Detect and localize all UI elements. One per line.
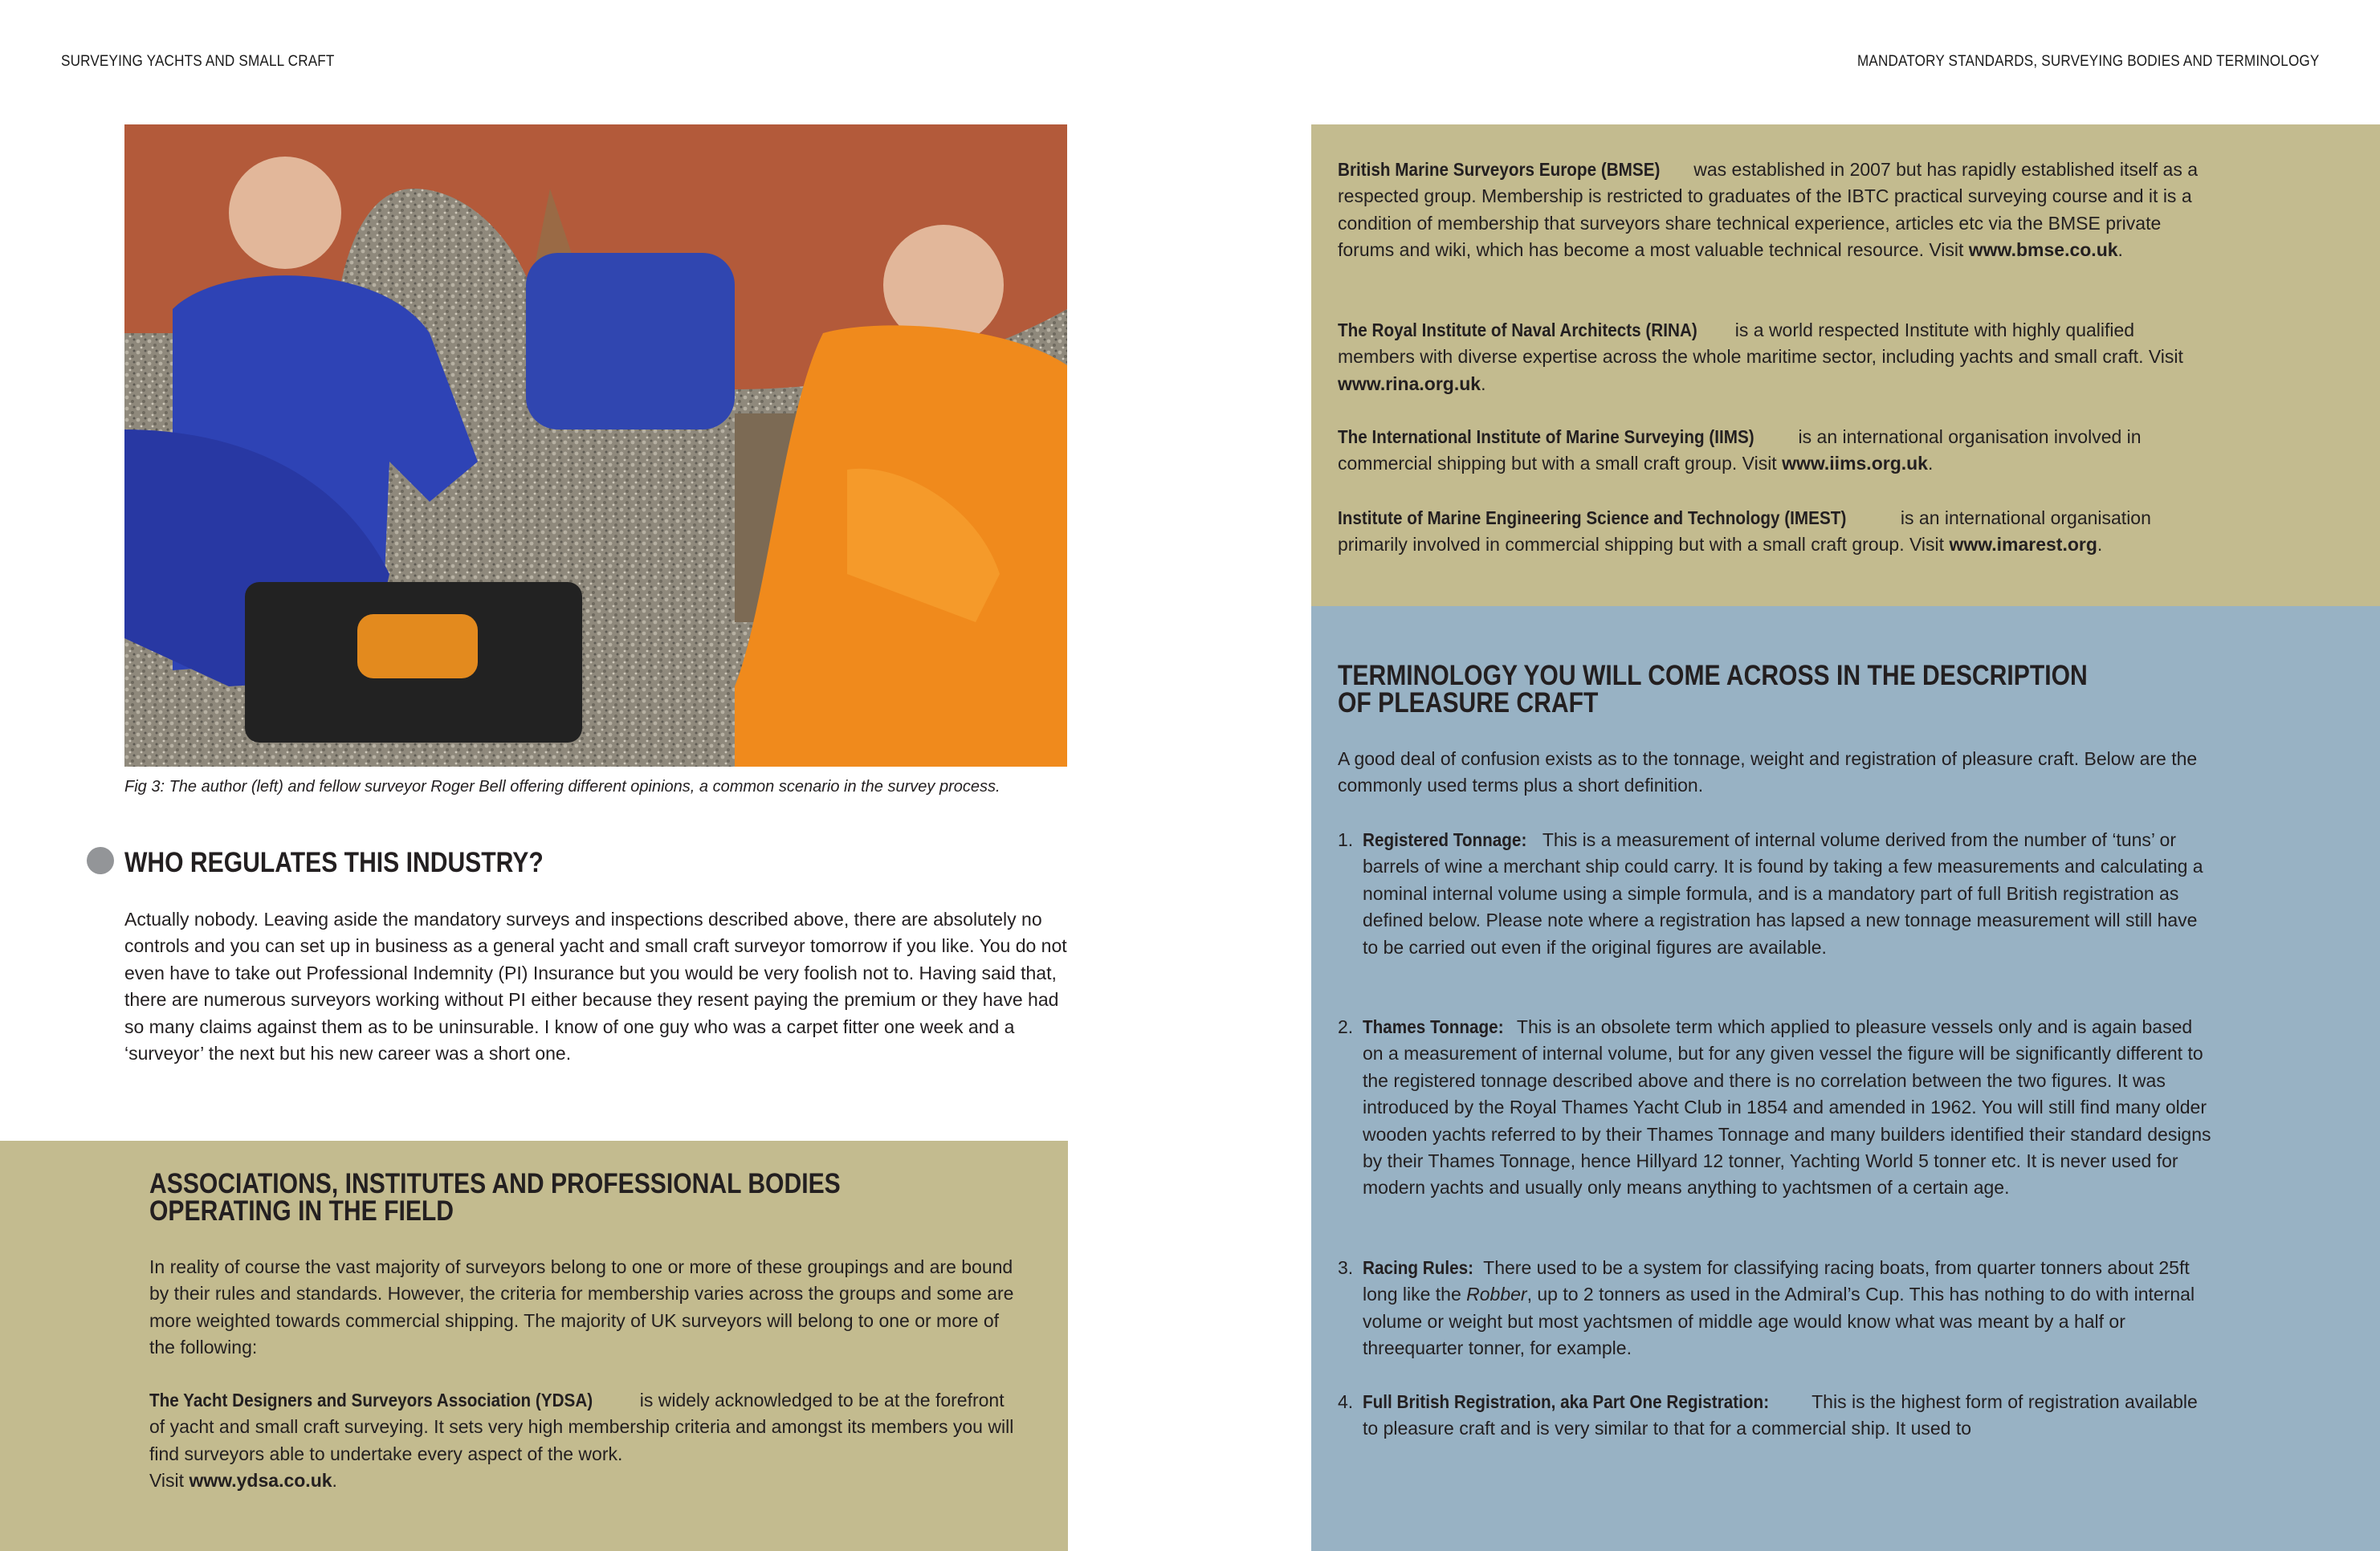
term-definition: This is the highest form of registration available to pleasure craft and is very similar to that for a commercial ship. It used to: [1363, 1391, 2198, 1439]
section-heading-regulates: WHO REGULATES THIS INDUSTRY?: [124, 847, 544, 878]
entry-rina: [1338, 317, 2213, 397]
link-bmse[interactable]: www.bmse.co.uk: [1968, 239, 2118, 261]
list-item: [1338, 1014, 2213, 1202]
entry-rina-period: .: [1481, 372, 1486, 394]
entry-imest-text: is an international organisation primarily involved in commercial shipping but with a small craft group. Visit: [1338, 507, 2151, 556]
list-number: 3.: [1338, 1257, 1354, 1278]
running-head-right: MANDATORY STANDARDS, SURVEYING BODIES AND TERMINOLOGY: [1856, 53, 2319, 70]
running-head-left: SURVEYING YACHTS AND SMALL CRAFT: [61, 53, 335, 70]
heading-line-1: ASSOCIATIONS, INSTITUTES AND PROFESSIONAL BODIES: [149, 1168, 841, 1199]
entry-ydsa: [149, 1387, 1017, 1495]
entry-rina-text: is a world respected Institute with highly qualified members with diverse expertise across the whole maritime sector, including yachts and small craft. Visit: [1338, 320, 2183, 368]
entry-iims-period: .: [1927, 453, 1934, 474]
paragraph-regulates: Actually nobody. Leaving aside the mandatory surveys and inspections described above, there are absolutely no controls and you can set up in business as a general yacht and small craft surveyor tomorrow if you like. You do not even have to take out Professional Indemnity (PI) Insurance but you would be very foolish not to. Having said that, there are numerous surveyors working without PI either because they resent paying the premium or they have had so many claims against them as to be uninsurable. I know of one guy who was a carpet fitter one week and a ‘surveyor’ the next but his new career was a short one.: [124, 909, 1067, 1065]
entry-ydsa-period: .: [332, 1470, 337, 1492]
term-name: Thames Tonnage:: [1363, 1016, 1504, 1037]
list-item: [1338, 827, 2213, 961]
entry-iims: [1338, 424, 2213, 478]
list-item: [1338, 1255, 2213, 1362]
entry-bmse-text: was established in 2007 but has rapidly established itself as a respected group. Membership is restricted to graduates of the IBTC practical surveying course and it is a condition of membership that surveyors share technical experience, articles etc via the BMSE private forums and wiki, which has become a most valuable technical resource. Visit: [1338, 159, 2199, 261]
heading-line-2: OF PLEASURE CRAFT: [1338, 687, 1599, 719]
figure-photo: [124, 124, 1067, 767]
list-number: 1.: [1338, 829, 1354, 850]
figure-caption: Fig 3: The author (left) and fellow surveyor Roger Bell offering different opinions, a common scenario in the survey process.: [124, 778, 1000, 796]
term-name: Racing Rules:: [1363, 1257, 1474, 1278]
list-item: [1338, 1389, 2213, 1443]
paragraph-associations-intro: In reality of course the vast majority of surveyors belong to one or more of these groupings and are bound by their rules and standards. However, the criteria for membership varies across the groups and some are more weighted towards commercial shipping. The majority of UK surveyors will belong to one or more of the following:: [149, 1256, 1014, 1358]
entry-imest: [1338, 505, 2213, 559]
entry-ydsa-text: is widely acknowledged to be at the forefront of yacht and small craft surveying. It sets very high membership criteria and amongst its members you will find surveyors able to undertake every aspect of the work.: [149, 1390, 1014, 1464]
org-name-rina: The Royal Institute of Naval Architects (RINA): [1338, 320, 1697, 340]
heading-line-2: OPERATING IN THE FIELD: [149, 1195, 454, 1227]
org-name-ydsa: The Yacht Designers and Surveyors Association (YDSA): [149, 1390, 593, 1411]
boat-name: Robber: [1466, 1284, 1527, 1305]
link-imest[interactable]: www.imarest.org: [1949, 534, 2097, 556]
term-definition: There used to be a system for classifying racing boats, from quarter tonners about 25ft long like the: [1363, 1257, 2190, 1305]
term-definition: This is an obsolete term which applied to pleasure vessels only and is again based on a measurement of internal volume, but for any given vessel the figure will be significantly different to the registered tonnage described above and there is no correlation between the two figures. It was introduced by the Royal Thames Yacht Club in 1854 and amended in 1962. You will still find many older wooden yachts referred to by their Thames Tonnage and many builders identified their standard designs by their Thames Tonnage, hence Hillyard 12 tonner, Yachting World 5 tonner etc. It is never used for modern yachts and usually only means anything to yachtsmen of a certain age.: [1363, 1016, 2211, 1199]
section-heading-terminology: [1338, 662, 2088, 717]
entry-bmse: [1338, 157, 2213, 264]
paragraph-terminology-intro: A good deal of confusion exists as to the tonnage, weight and registration of pleasure craft. Below are the commonly used terms plus a short definition.: [1338, 748, 2198, 796]
term-name: Full British Registration, aka Part One Registration:: [1363, 1391, 1770, 1412]
entry-bmse-period: .: [2117, 239, 2123, 261]
term-name: Registered Tonnage:: [1363, 829, 1527, 850]
entry-ydsa-visit: Visit: [149, 1470, 190, 1492]
term-definition-cont: , up to 2 tonners as used in the Admiral’s Cup. This has nothing to do with internal volume or weight but most yachtsmen of middle age would know what was meant by a half or threequarter tonner, for example.: [1363, 1284, 2195, 1359]
entry-imest-period: .: [2097, 534, 2103, 556]
heading-line-1: TERMINOLOGY YOU WILL COME ACROSS IN THE DESCRIPTION: [1338, 660, 2088, 691]
section-heading-associations: [149, 1170, 841, 1225]
term-definition: This is a measurement of internal volume derived from the number of ‘tuns’ or barrels of wine a merchant ship could carry. It is found by taking a few measurements and calculating a nominal internal volume using a simple formula, and is a mandatory part of full British registration as defined below. Please note where a registration has lapsed a new tonnage measurement will still have to be carried out even if the original figures are available.: [1363, 829, 2203, 958]
link-iims[interactable]: www.iims.org.uk: [1782, 453, 1928, 474]
org-name-iims: The International Institute of Marine Surveying (IIMS): [1338, 426, 1754, 447]
link-rina[interactable]: www.rina.org.uk: [1338, 372, 1481, 394]
section-bullet: [87, 847, 114, 874]
list-number: 2.: [1338, 1016, 1354, 1037]
entry-iims-text: is an international organisation involved in commercial shipping but with a small craft group. Visit: [1338, 426, 2142, 474]
list-number: 4.: [1338, 1391, 1354, 1412]
link-ydsa[interactable]: www.ydsa.co.uk: [189, 1470, 332, 1492]
org-name-bmse: British Marine Surveyors Europe (BMSE): [1338, 159, 1661, 180]
org-name-imest: Institute of Marine Engineering Science and Technology (IMEST): [1338, 507, 1847, 528]
